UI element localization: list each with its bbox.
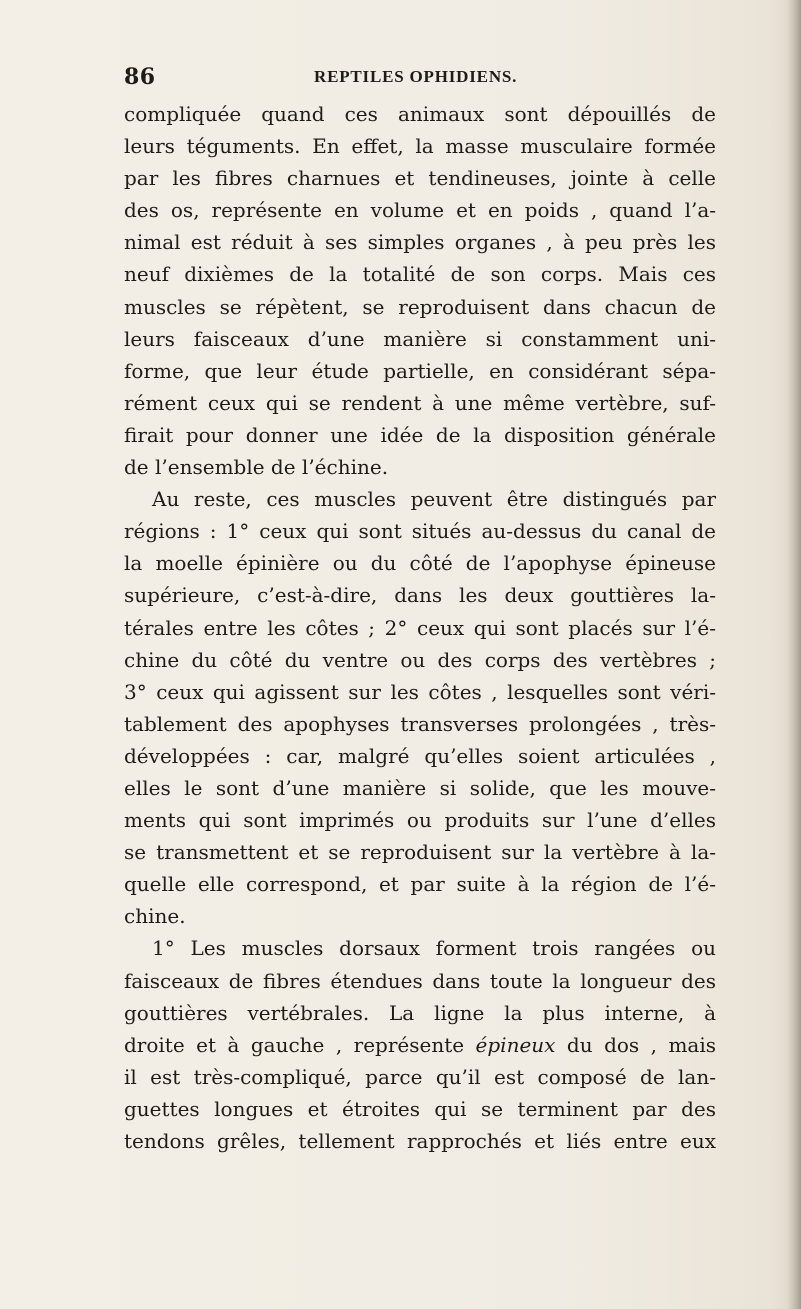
text-line: supérieure, c’est-à-dire, dans les deux gouttières la- <box>124 583 716 608</box>
page-number: 86 <box>124 64 156 90</box>
text-line: il est très-compliqué, parce qu’il est composé de lan- <box>124 1064 716 1089</box>
page-edge-shadow <box>787 0 801 1309</box>
text-line: régions : 1° ceux qui sont situés au-dessus du canal de <box>124 519 716 544</box>
text-line: ments qui sont imprimés ou produits sur l’une d’elles <box>124 808 716 833</box>
text-line: des os, représente en volume et en poids , quand l’a- <box>124 198 716 223</box>
text-line: tablement des apophyses transverses prolongées , très- <box>124 711 716 736</box>
text-segment: droite et à gauche , représente <box>124 1032 476 1057</box>
text-line: nimal est réduit à ses simples organes , à peu près les <box>124 230 716 255</box>
text-line: gouttières vertébrales. La ligne la plus interne, à <box>124 1000 716 1025</box>
text-line: par les fibres charnues et tendineuses, jointe à celle <box>124 166 716 191</box>
italic-term: épineux <box>475 1032 556 1057</box>
text-line: la moelle épinière ou du côté de l’apophyse épineuse <box>124 551 716 576</box>
text-line: leurs faisceaux d’une manière si constamment uni- <box>124 326 716 351</box>
text-line: 1° Les muscles dorsaux forment trois rangées ou <box>152 936 716 961</box>
text-line: se transmettent et se reproduisent sur la vertèbre à la- <box>124 840 716 865</box>
text-line: faisceaux de fibres étendues dans toute la longueur des <box>124 968 716 993</box>
text-line: firait pour donner une idée de la disposition générale <box>124 422 716 447</box>
text-line: forme, que leur étude partielle, en considérant sépa- <box>124 358 716 383</box>
text-line: rément ceux qui se rendent à une même vertèbre, suf- <box>124 390 716 415</box>
text-line: neuf dixièmes de la totalité de son corps. Mais ces <box>124 262 716 287</box>
text-line: guettes longues et étroites qui se terminent par des <box>124 1096 716 1121</box>
text-line: térales entre les côtes ; 2° ceux qui sont placés sur l’é- <box>124 615 716 640</box>
text-line: développées : car, malgré qu’elles soient articulées , <box>124 743 716 768</box>
text-line: quelle elle correspond, et par suite à la région de l’é- <box>124 872 716 897</box>
text-line: leurs téguments. En effet, la masse musculaire formée <box>124 134 716 159</box>
text-line: elles le sont d’une manière si solide, que les mouve- <box>124 775 716 800</box>
text-line: muscles se répètent, se reproduisent dans chacun de <box>124 294 716 319</box>
text-segment: du dos , mais <box>555 1032 716 1057</box>
text-line: Au reste, ces muscles peuvent être distingués par <box>152 487 716 512</box>
body-text <box>124 98 716 1157</box>
text-line: de l’ensemble de l’échine. <box>124 455 389 480</box>
text-line: compliquée quand ces animaux sont dépouillés de <box>124 102 716 126</box>
text-line: chine du côté du ventre ou des corps des vertèbres ; <box>124 647 716 672</box>
text-line <box>124 1029 716 1061</box>
text-line: tendons grêles, tellement rapprochés et liés entre eux <box>124 1129 716 1153</box>
running-title: REPTILES OPHIDIENS. <box>314 67 518 86</box>
text-line: 3° ceux qui agissent sur les côtes , lesquelles sont véri- <box>124 679 716 704</box>
running-head <box>124 64 714 94</box>
text-line: chine. <box>124 904 186 929</box>
